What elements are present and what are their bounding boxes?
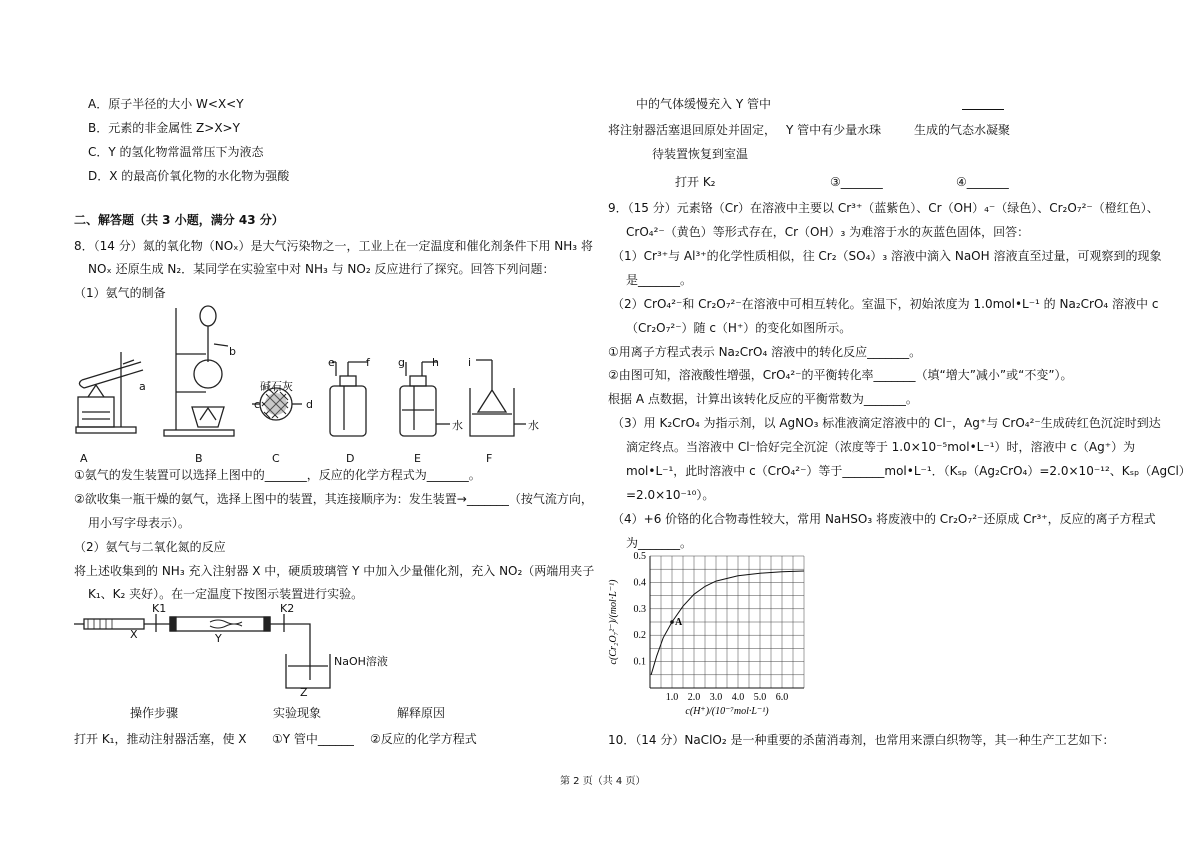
y-tick-label: 0.1: [633, 656, 646, 668]
letter-h: h: [432, 356, 439, 369]
q8-part2-line1: 将上述收集到的 NH₃ 充入注射器 X 中，硬质玻璃管 Y 中加入少量催化剂，充入 NO₂（两端用夹子: [74, 564, 595, 578]
letter-b: b: [229, 345, 236, 358]
option-d: D．X 的最高价氧化物的水化物为强酸: [88, 169, 290, 183]
table-head-step: 操作步骤: [130, 706, 179, 720]
x-tick-label: 4.0: [731, 692, 745, 703]
label-k1: K1: [152, 602, 167, 615]
option-c: C．Y 的氢化物常温常压下为液态: [88, 145, 264, 159]
q9-3-line2: 滴定终点。当溶液中 Cl⁻恰好完全沉淀（浓度等于 1.0×10⁻⁵mol•L⁻¹）时，溶液中 c（Ag⁺）为: [626, 440, 1136, 454]
q9-1-line1: （1）Cr³⁺与 Al³⁺的化学性质相似，往 Cr₂（SO₄）₃ 溶液中滴入 NaOH 溶液直至过量，可观察到的现象: [612, 249, 1162, 263]
letter-e: e: [328, 356, 335, 369]
q9-4-line1: （4）+6 价铬的化合物毒性较大，常用 NaHSO₃ 将废液中的 Cr₂O₇²⁻还原成 Cr³⁺，反应的离子方程式: [612, 512, 1156, 526]
q9-2-sub1: ①用离子方程式表示 Na₂CrO₄ 溶液中的转化反应_______。: [608, 345, 922, 359]
y-tick-label: 0.3: [633, 603, 646, 615]
q8-part2-line2: K₁、K₂ 夹好）。在一定温度下按图示装置进行实验。: [88, 587, 364, 601]
q8-part2-title: （2）氨气与二氧化氮的反应: [74, 540, 226, 554]
label-k2: K2: [280, 602, 295, 615]
x-tick-label: 1.0: [665, 692, 679, 703]
water-label-e: 水: [452, 419, 463, 432]
apparatus-figure-af: [66, 302, 536, 462]
row1-phenomenon: ①Y 管中______: [272, 732, 354, 746]
q9-2-sub2: ②由图可知，溶液酸性增强，CrO₄²⁻的平衡转化率_______（填“增大”减小”或“不变”）。: [608, 368, 1073, 382]
label-a: A: [80, 452, 88, 465]
q9-2-line1: （2）CrO₄²⁻和 Cr₂O₇²⁻在溶液中可相互转化。室温下，初始浓度为 1.0mol•L⁻¹ 的 Na₂CrO₄ 溶液中 c: [612, 297, 1159, 311]
table-head-reason: 解释原因: [397, 706, 446, 720]
q9-line1: 9．（15 分）元素铬（Cr）在溶液中主要以 Cr³⁺（蓝紫色）、Cr（OH）₄⁻（绿色）、Cr₂O₇²⁻（橙红色）、: [608, 201, 1159, 215]
row1-reason-blank: [962, 97, 1004, 110]
row3-phenomenon: ③_______: [830, 175, 883, 189]
label-x: X: [130, 628, 138, 641]
label-d: D: [346, 452, 355, 465]
x-tick-label: 5.0: [753, 692, 767, 703]
q10-line: 10．（14 分）NaClO₂ 是一种重要的杀菌消毒剂，也常用来漂白织物等，其一种生产工艺如下：: [608, 733, 1115, 747]
label-b: B: [195, 452, 203, 465]
cr2o7-concentration-chart: [604, 548, 814, 726]
letter-a: a: [139, 380, 146, 393]
x-tick-label: 2.0: [687, 692, 701, 703]
row3-step: 打开 K₂: [675, 175, 716, 189]
q9-2-sub3: 根据 A 点数据，计算出该转化反应的平衡常数为_______。: [608, 392, 918, 406]
row1-reason: ②反应的化学方程式: [370, 732, 477, 746]
x-tick-label: 3.0: [709, 692, 723, 703]
q8-intro-line1: 8．（14 分）氮的氧化物（NOₓ）是大气污染物之一，工业上在一定温度和催化剂条件下用 NH₃ 将: [74, 239, 593, 253]
x-tick-label: 6.0: [775, 692, 789, 703]
q9-3-line3: mol•L⁻¹，此时溶液中 c（CrO₄²⁻）等于_______mol•L⁻¹．（Kₛₚ（Ag₂CrO₄）=2.0×10⁻¹²、Kₛₚ（AgCl）: [626, 464, 1191, 478]
q9-1-line2: 是_______。: [626, 273, 693, 287]
row1-step: 打开 K₁，推动注射器活塞，使 X: [74, 732, 247, 746]
letter-g: g: [398, 356, 405, 369]
label-naoh: NaOH溶液: [334, 655, 388, 668]
q9-line2: CrO₄²⁻（黄色）等形式存在，Cr（OH）₃ 为难溶于水的灰蓝色固体，回答：: [626, 225, 1030, 239]
water-label-f: 水: [528, 419, 539, 432]
q8-part1-title: （1）氨气的制备: [74, 286, 166, 300]
letter-f: f: [366, 356, 370, 369]
q9-3-line1: （3）用 K₂CrO₄ 为指示剂，以 AgNO₃ 标准液滴定溶液中的 Cl⁻，Ag⁺与 CrO₄²⁻生成砖红色沉淀时到达: [612, 416, 1161, 430]
row2-step-cont: 待装置恢复到室温: [652, 147, 749, 161]
row2-phenomenon: Y 管中有少量水珠: [786, 123, 882, 137]
label-e: E: [414, 452, 421, 465]
q8-q2-line1: ②欲收集一瓶干燥的氨气，选择上图中的装置，其连接顺序为：发生装置→_______（按气流方向，: [74, 492, 593, 506]
label-c: C: [272, 452, 280, 465]
label-y: Y: [215, 632, 222, 645]
x-axis-label: c(H⁺)/(10⁻⁷mol·L⁻¹): [685, 706, 769, 717]
q8-q1: ①氨气的发生装置可以选择上图中的_______，反应的化学方程式为_______。: [74, 468, 481, 482]
y-tick-label: 0.5: [633, 551, 646, 562]
point-a-label: A: [675, 617, 683, 628]
y-tick-label: 0.2: [633, 630, 646, 642]
label-z: Z: [300, 686, 308, 699]
row2-reason: 生成的气态水凝聚: [914, 123, 1011, 137]
option-a: A．原子半径的大小 W<X<Y: [88, 97, 244, 111]
q8-q2-line2: 用小写字母表示）。: [88, 516, 191, 530]
q9-3-line4: =2.0×10⁻¹⁰）。: [626, 488, 715, 502]
page-footer: 第 2 页（共 4 页）: [560, 776, 646, 787]
row1-step-cont: 中的气体缓慢充入 Y 管中: [636, 97, 771, 111]
section-heading: 二、解答题（共 3 小题，满分 43 分）: [74, 213, 284, 227]
option-b: B．元素的非金属性 Z>X>Y: [88, 121, 240, 135]
lime-label: 碱石灰: [260, 380, 293, 393]
q9-4-line2: 为_______。: [626, 536, 693, 550]
letter-i: i: [468, 356, 472, 369]
apparatus-figure-xyz: [70, 604, 370, 696]
point-a: [670, 620, 674, 624]
label-f: F: [486, 452, 493, 465]
q8-intro-line2: NOₓ 还原生成 N₂．某同学在实验室中对 NH₃ 与 NO₂ 反应进行了探究。回答下列问题：: [88, 262, 555, 276]
row2-step: 将注射器活塞退回原处并固定，: [608, 123, 777, 137]
y-tick-label: 0.4: [633, 577, 646, 589]
row3-reason: ④_______: [956, 175, 1009, 189]
table-head-phenomenon: 实验现象: [273, 706, 322, 720]
letter-c: c: [254, 398, 261, 411]
y-axis-label: c(Cr₂O₇²⁻)/(mol·L⁻¹): [608, 579, 619, 665]
q9-2-line2: （Cr₂O₇²⁻）随 c（H⁺）的变化如图所示。: [626, 321, 852, 335]
letter-d: d: [306, 398, 313, 411]
